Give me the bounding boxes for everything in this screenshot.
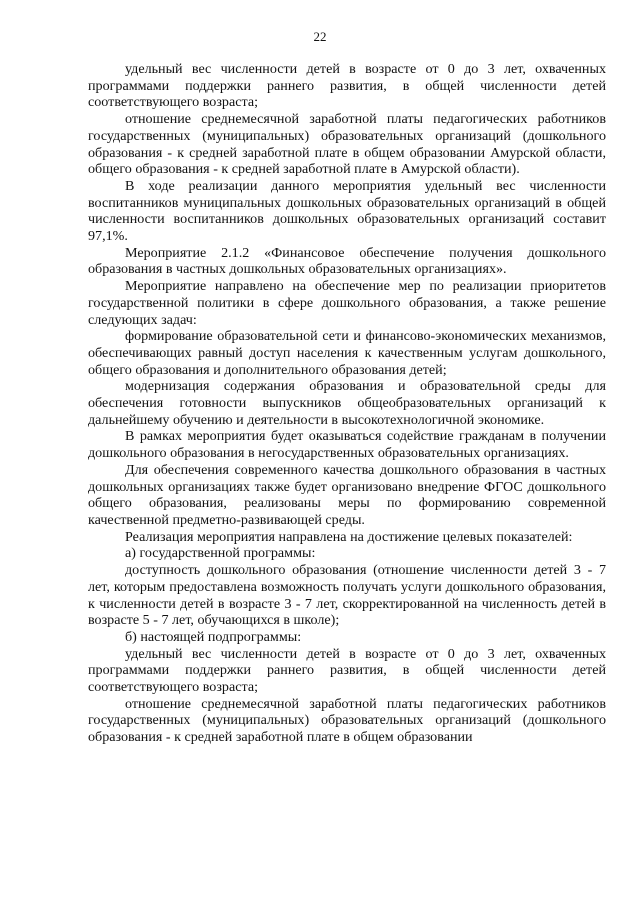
- paragraph-subprogram-heading: б) настоящей подпрограммы:: [125, 628, 302, 645]
- paragraph-salary-ratio: отношение среднемесячной заработной платы педагогических работников государственных (муниципальных) образовательных организаций (дошкольного образования - к средней заработной плате в общем образовании Амурской области, общего образования - к средней заработной плате в Амурской области).: [88, 111, 606, 178]
- paragraph-measure-purpose: Мероприятие направлено на обеспечение мер по реализации приоритетов государственной политики в сфере дошкольного образования, а также решение следующих задач:: [88, 278, 606, 328]
- paragraph-task-network: формирование образовательной сети и финансово-экономических механизмов, обеспечивающих равный доступ населения к качественным услугам дошкольного, общего образования и дополнительного образования детей;: [88, 328, 606, 378]
- paragraph-fgos-implementation: Для обеспечения современного качества дошкольного образования в частных дошкольных организациях также будет организовано внедрение ФГОС дошкольного общего образования, реализованы меры по формированию современной качественной предметно-развивающей среды.: [88, 461, 606, 528]
- paragraph-salary-ratio-repeat: отношение среднемесячной заработной платы педагогических работников государственных (муниципальных) образовательных организаций (дошкольного образования - к средней заработной плате в общем образовании: [88, 695, 606, 746]
- paragraph-early-development-share-repeat: удельный вес численности детей в возрасте от 0 до 3 лет, охваченных программами поддержки раннего развития, в общей численности детей соответствующего возраста;: [88, 645, 606, 696]
- paragraph-task-modernization: модернизация содержания образования и образовательной среды для обеспечения готовности выпускников общеобразовательных организаций к дальнейшему обучению и деятельности в высокотехнологичной экономике.: [88, 378, 606, 428]
- paragraph-preschool-accessibility: доступность дошкольного образования (отношение численности детей 3 - 7 лет, которым предоставлена возможность получать услуги дошкольного образования, к численности детей в возрасте 3 - 7 лет, скорректированной на численность детей в возрасте 5 - 7 лет, обучающихся в школе);: [88, 562, 606, 629]
- paragraph-early-development-share: удельный вес численности детей в возрасте от 0 до 3 лет, охваченных программами поддержки раннего развития, в общей численности детей соответствующего возраста;: [88, 61, 606, 111]
- paragraph-target-indicators: Реализация мероприятия направлена на достижение целевых показателей:: [125, 528, 573, 545]
- page-number: 22: [313, 29, 327, 44]
- paragraph-measure-title: Мероприятие 2.1.2 «Финансовое обеспечение получения дошкольного образования в частных дошкольных образовательных организациях».: [88, 244, 606, 278]
- paragraph-state-program-heading: а) государственной программы:: [125, 545, 316, 562]
- paragraph-citizen-assistance: В рамках мероприятия будет оказываться содействие гражданам в получении дошкольного образования в негосударственных образовательных организациях.: [88, 428, 606, 462]
- paragraph-expected-result: В ходе реализации данного мероприятия удельный вес численности воспитанников муниципальных дошкольных образовательных организаций в общей численности воспитанников дошкольных образовательных организаций составит 97,1%.: [88, 177, 606, 245]
- page-body: [88, 61, 606, 746]
